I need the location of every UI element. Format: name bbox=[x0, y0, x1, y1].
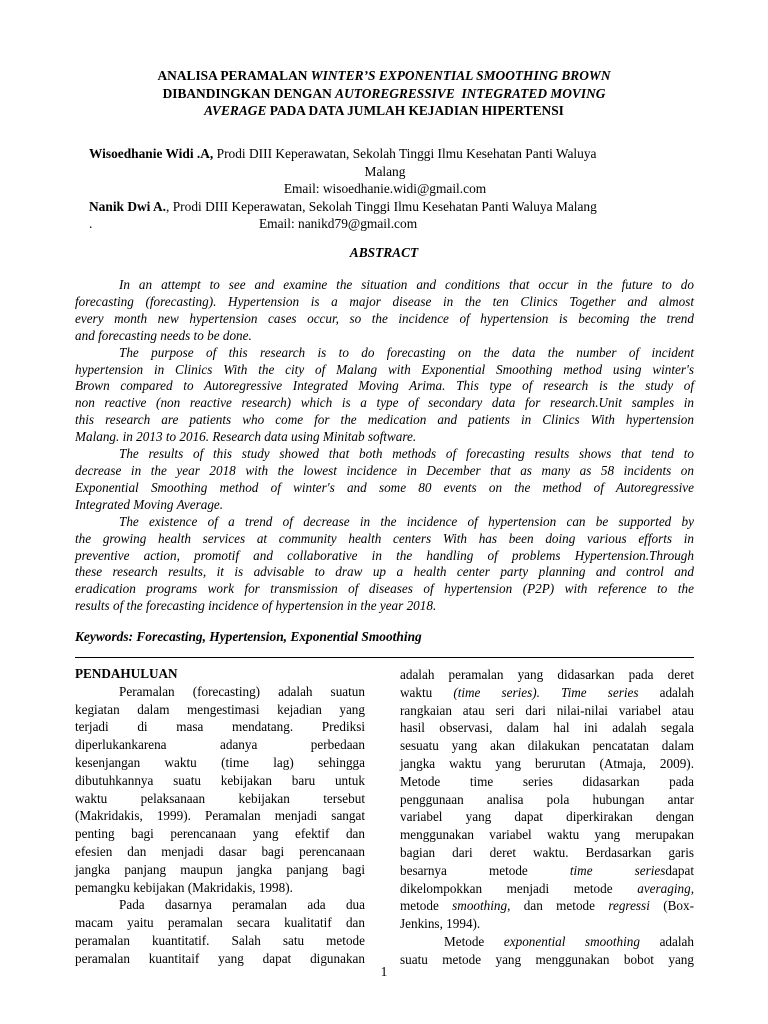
abstract-line: preventive action, promotif and collaborative in the handling of problems Hypertension.Through bbox=[75, 547, 694, 563]
body-text: dikelompokkan menjadi metode bbox=[400, 880, 638, 896]
body-line: adalah peramalan yang didasarkan pada deret bbox=[400, 667, 694, 682]
abstract-line: decrease in the year 2018 with the lowest incidence in December that as many as 58 incidents on bbox=[75, 462, 694, 478]
abstract-line: forecasting (forecasting). Hypertension is a major disease in the ten Clinics Together and almost bbox=[75, 293, 694, 309]
title-line-1-text: ANALISA PERAMALAN bbox=[157, 68, 311, 83]
left-column bbox=[75, 665, 365, 968]
body-line: Pada dasarnya peramalan ada dua bbox=[119, 897, 365, 913]
abstract-body bbox=[75, 277, 694, 615]
body-line: hasil observasi, dalam hal ini adalah segala bbox=[400, 720, 694, 736]
title-line-1-italic: WINTER’S EXPONENTIAL SMOOTHING BROWN bbox=[310, 68, 611, 83]
body-text: metode bbox=[400, 898, 453, 914]
author-1-email: Email: wisoedhanie.widi@gmail.com bbox=[283, 181, 487, 197]
abstract-line: the growing health services at community health centers With has been doing various efforts in bbox=[75, 530, 694, 546]
body-line: peramalan kuantitatif. Salah satu metode bbox=[75, 932, 365, 948]
abstract-line: The purpose of this research is to do forecasting on the data the number of incident bbox=[119, 344, 694, 360]
body-line: rangkaian atau seri dari nilai-nilai variabel atau bbox=[400, 702, 694, 718]
body-text bbox=[540, 685, 561, 700]
body-line: kesenjangan waktu (time lag) sehingga bbox=[75, 754, 365, 770]
body-line: suatu metode yang menggunakan bobot yang bbox=[400, 951, 694, 967]
author-2-email-line bbox=[75, 215, 695, 233]
body-line: dibutuhkannya suatu kebijakan baru untuk bbox=[75, 772, 365, 788]
body-line: Peramalan (forecasting) adalah suatun bbox=[119, 683, 365, 699]
abstract-line: non reactive (non reactive research) which is a type of secondary data for research.Unit samples in bbox=[75, 395, 694, 411]
abstract-line: these research results, it is advisable to draw up a health center party planning and control and bbox=[75, 564, 694, 580]
body-line: terjadi di masa mendatang. Prediksi bbox=[75, 719, 365, 735]
section-heading-pendahuluan: PENDAHULUAN bbox=[75, 666, 178, 681]
author-1-line bbox=[75, 145, 695, 163]
body-line bbox=[400, 933, 694, 951]
author-block bbox=[75, 145, 695, 233]
body-text: Metode bbox=[444, 933, 504, 949]
abstract-line: hypertension in Clinics With the city of Malang with Exponential Smoothing method using winter's bbox=[75, 361, 694, 377]
title-line-2-italic: AUTOREGRESSIVE INTEGRATED MOVING bbox=[335, 85, 606, 101]
abstract-line: Integrated Moving Average. bbox=[75, 496, 224, 512]
author-2-name: Nanik Dwi A. bbox=[89, 198, 167, 214]
body-line: Jenkins, 1994). bbox=[400, 916, 481, 932]
body-line bbox=[400, 880, 694, 898]
body-italic: smoothing bbox=[452, 898, 508, 914]
abstract-line: Exponential Smoothing method of winter's and some 80 events on the method of Autoregressive bbox=[75, 479, 694, 495]
body-line: penting bagi perencanaan yang efektif dan bbox=[75, 826, 365, 842]
body-italic: exponential smoothing bbox=[503, 933, 640, 949]
body-text: (Box- bbox=[649, 898, 694, 914]
body-line bbox=[400, 684, 694, 702]
abstract-line: Malang. in 2013 to 2016. Research data using Minitab software. bbox=[75, 429, 417, 445]
body-line bbox=[400, 897, 694, 915]
paper-title bbox=[80, 67, 688, 120]
title-line-1 bbox=[80, 67, 688, 85]
author-2-affiliation: , Prodi DIII Keperawatan, Sekolah Tinggi Ilmu Kesehatan Panti Waluya Malang bbox=[166, 198, 597, 214]
body-text: , dan metode bbox=[507, 898, 609, 914]
abstract-line: every month new hypertension cases occur, so the incidence of hypertension is becoming the trend bbox=[75, 310, 694, 326]
abstract-heading: ABSTRACT bbox=[349, 245, 419, 260]
body-line: sesuatu yang akan dilakukan pencatatan dalam bbox=[400, 738, 694, 754]
author-1-name: Wisoedhanie Widi .A, bbox=[89, 146, 214, 161]
body-line: Metode time series didasarkan pada bbox=[400, 773, 694, 789]
abstract-line: results of the forecasting incidence of hypertension in the year 2018. bbox=[75, 598, 437, 614]
body-line: pemangku kebijakan (Makridakis, 1998). bbox=[75, 879, 293, 895]
abstract-line: Brown compared to Autoregressive Integrated Moving Arima. This type of research is the study of bbox=[75, 378, 694, 394]
body-text: adalah bbox=[639, 933, 694, 949]
author-1-affiliation-cont: Malang bbox=[364, 163, 406, 179]
body-italic: (time series). bbox=[453, 684, 540, 700]
abstract-line: and forecasting needs to be done. bbox=[75, 327, 252, 343]
abstract-line: In an attempt to see and examine the situation and conditions that occur in the future to do bbox=[119, 277, 694, 292]
body-italic: averaging, bbox=[637, 880, 694, 896]
body-text: adalah bbox=[638, 684, 694, 700]
body-line: (Makridakis, 1999). Peramalan menjadi sangat bbox=[75, 808, 365, 824]
body-line: peramalan kuantitaif yang dapat digunakan bbox=[75, 950, 365, 966]
title-line-2-text: DIBANDINGKAN DENGAN bbox=[162, 85, 336, 101]
body-line: menggunakan variabel waktu yang merupakan bbox=[400, 827, 694, 843]
body-italic: time series bbox=[569, 862, 666, 878]
body-line: kegiatan dalam mengestimasi kejadian yang bbox=[75, 701, 365, 717]
body-line: variabel yang dapat diperkirakan dengan bbox=[400, 809, 694, 825]
body-italic: regressi bbox=[608, 898, 650, 914]
abstract-line: eradication programs work for transmission of diseases of hypertension (P2P) with reference to the bbox=[75, 581, 694, 597]
body-line: jangka panjang maupun jangka panjang bagi bbox=[75, 861, 365, 877]
author-1-affiliation: Prodi DIII Keperawatan, Sekolah Tinggi Ilmu Kesehatan Panti Waluya bbox=[213, 146, 597, 161]
body-text: dapat bbox=[665, 862, 694, 878]
body-line bbox=[400, 862, 694, 880]
abstract-line: this research are patients who come for the medication and patients in Clinics With hypertension bbox=[75, 412, 694, 428]
body-line: macam yaitu peramalan secara kualitatif dan bbox=[75, 915, 365, 931]
body-line: efesien dan menjadi dasar bagi perencanaan bbox=[75, 843, 365, 859]
author-2-email: Email: nanikd79@gmail.com bbox=[259, 216, 418, 232]
abstract-line: The existence of a trend of decrease in the incidence of hypertension can be supported by bbox=[119, 513, 694, 529]
body-line: jangka waktu yang berurutan (Atmaja, 2009). bbox=[400, 755, 694, 771]
right-column bbox=[400, 666, 694, 969]
body-text: besarnya metode bbox=[400, 862, 570, 878]
body-text: waktu bbox=[400, 684, 454, 700]
author-2-line bbox=[75, 198, 695, 216]
title-line-3-italic: AVERAGE bbox=[204, 103, 267, 118]
body-line: penggunaan analisa pola hubungan antar bbox=[400, 791, 694, 807]
title-line-2 bbox=[80, 85, 688, 103]
title-line-3 bbox=[80, 102, 688, 120]
title-line-3-text: PADA DATA JUMLAH KEJADIAN HIPERTENSI bbox=[266, 103, 564, 118]
section-divider bbox=[75, 657, 694, 658]
page-number: 1 bbox=[380, 964, 388, 979]
keywords-line: Keywords: Forecasting, Hypertension, Exponential Smoothing bbox=[75, 629, 422, 644]
body-line: waktu pelaksanaan kebijakan tersebut bbox=[75, 790, 365, 806]
body-line: diperlukankarena adanya perbedaan bbox=[75, 737, 365, 753]
body-italic: Time series bbox=[561, 684, 639, 700]
abstract-line: The results of this study showed that both methods of forecasting results shows that tend to bbox=[119, 446, 694, 462]
body-line: bagian dari deret waktu. Berdasarkan garis bbox=[400, 844, 694, 860]
author-2-dot: . bbox=[89, 216, 93, 232]
